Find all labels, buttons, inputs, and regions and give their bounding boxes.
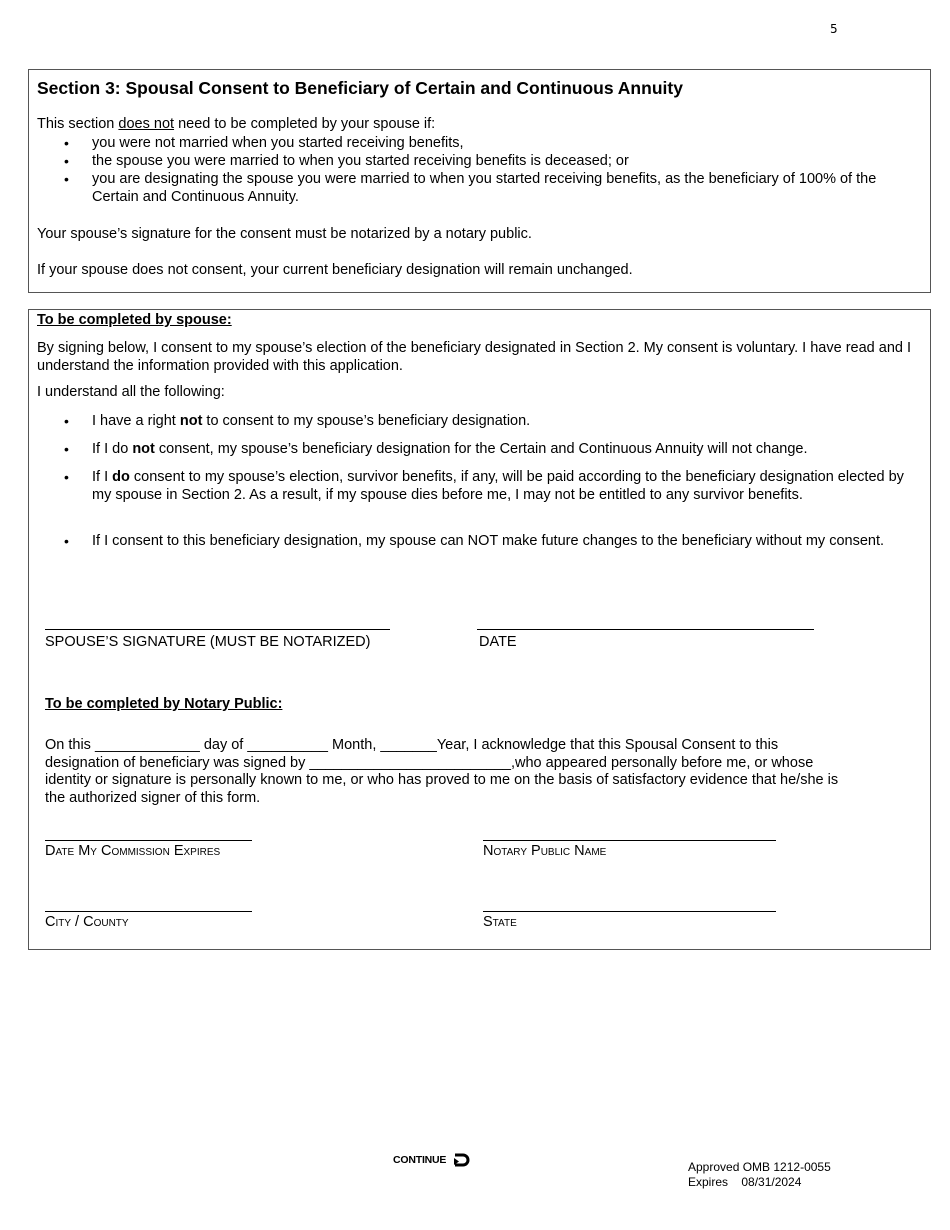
state-line[interactable] — [483, 911, 776, 912]
notary-name-label: Notary Public Name — [483, 843, 607, 859]
list-item: • you were not married when you started receiving benefits, — [37, 134, 917, 152]
unchanged-note: If your spouse does not consent, your current beneficiary designation will remain unchanged. — [37, 262, 633, 278]
exemption-list — [37, 134, 917, 206]
consent-box — [28, 309, 931, 950]
continue-label: CONTINUE — [393, 1154, 447, 1166]
consent-list — [37, 532, 917, 550]
omb-approval: Approved OMB 1212-0055 — [688, 1160, 831, 1174]
list-item: • If I do consent to my spouse’s election, survivor benefits, if any, will be paid according to the beneficiary designation elected by my spouse in Section 2. As a result, if my spouse dies before me, I may not be entitled to any survivor benefits. — [37, 468, 917, 504]
section-3-box — [28, 69, 931, 293]
spouse-signature-label: SPOUSE’S SIGNATURE (MUST BE NOTARIZED) — [45, 634, 371, 650]
section-intro: This section does not need to be completed by your spouse if: — [37, 116, 436, 132]
omb-info — [688, 1160, 831, 1190]
list-item: • you are designating the spouse you were married to when you started receiving benefits, as the beneficiary of 100% of the Certain and Continuous Annuity. — [37, 170, 917, 206]
consent-list — [37, 468, 917, 504]
section-title: Section 3: Spousal Consent to Beneficiary of Certain and Continuous Annuity — [37, 78, 683, 98]
city-line[interactable] — [45, 911, 252, 912]
continue-arrow-icon — [452, 1152, 470, 1168]
spouse-signature-line[interactable] — [45, 629, 390, 630]
notarized-note: Your spouse’s signature for the consent must be notarized by a notary public. — [37, 226, 532, 242]
consent-list — [37, 440, 917, 458]
date-line[interactable] — [477, 629, 814, 630]
understand-text: I understand all the following: — [37, 384, 225, 400]
commission-line[interactable] — [45, 840, 252, 841]
does-not-underlined: does not — [118, 116, 175, 132]
notary-acknowledgement: On this _____________ day of __________ Month, _______Year, I acknowledge that this Spousal Consent to this designation of beneficiary was signed by _________________________,who appeared personally before me, or whose identity or signature is personally known to me, or who has proved to me on the basis of satisfactory evidence that he/she is the authorized signer of this form. — [45, 737, 839, 806]
list-item: • If I do not consent, my spouse’s beneficiary designation for the Certain and Continuous Annuity will not change. — [37, 440, 917, 458]
date-label: DATE — [479, 634, 517, 650]
omb-expires: Expires 08/31/2024 — [688, 1175, 802, 1189]
spouse-heading: To be completed by spouse: — [37, 312, 232, 328]
page-number: 5 — [830, 22, 838, 36]
list-item: • I have a right not to consent to my spouse’s beneficiary designation. — [37, 412, 917, 430]
list-item: • If I consent to this beneficiary designation, my spouse can NOT make future changes to the beneficiary without my consent. — [37, 532, 917, 550]
state-label: State — [483, 914, 517, 930]
continue-indicator — [393, 1152, 470, 1168]
notary-name-line[interactable] — [483, 840, 776, 841]
city-label: City / County — [45, 914, 129, 930]
consent-list — [37, 412, 917, 430]
consent-text: By signing below, I consent to my spouse’s election of the beneficiary designated in Section 2. My consent is voluntary. I have read and I understand the information provided with this application. — [37, 340, 912, 374]
list-item: • the spouse you were married to when you started receiving benefits is deceased; or — [37, 152, 917, 170]
notary-heading: To be completed by Notary Public: — [45, 696, 283, 712]
commission-label: Date My Commission Expires — [45, 843, 221, 859]
